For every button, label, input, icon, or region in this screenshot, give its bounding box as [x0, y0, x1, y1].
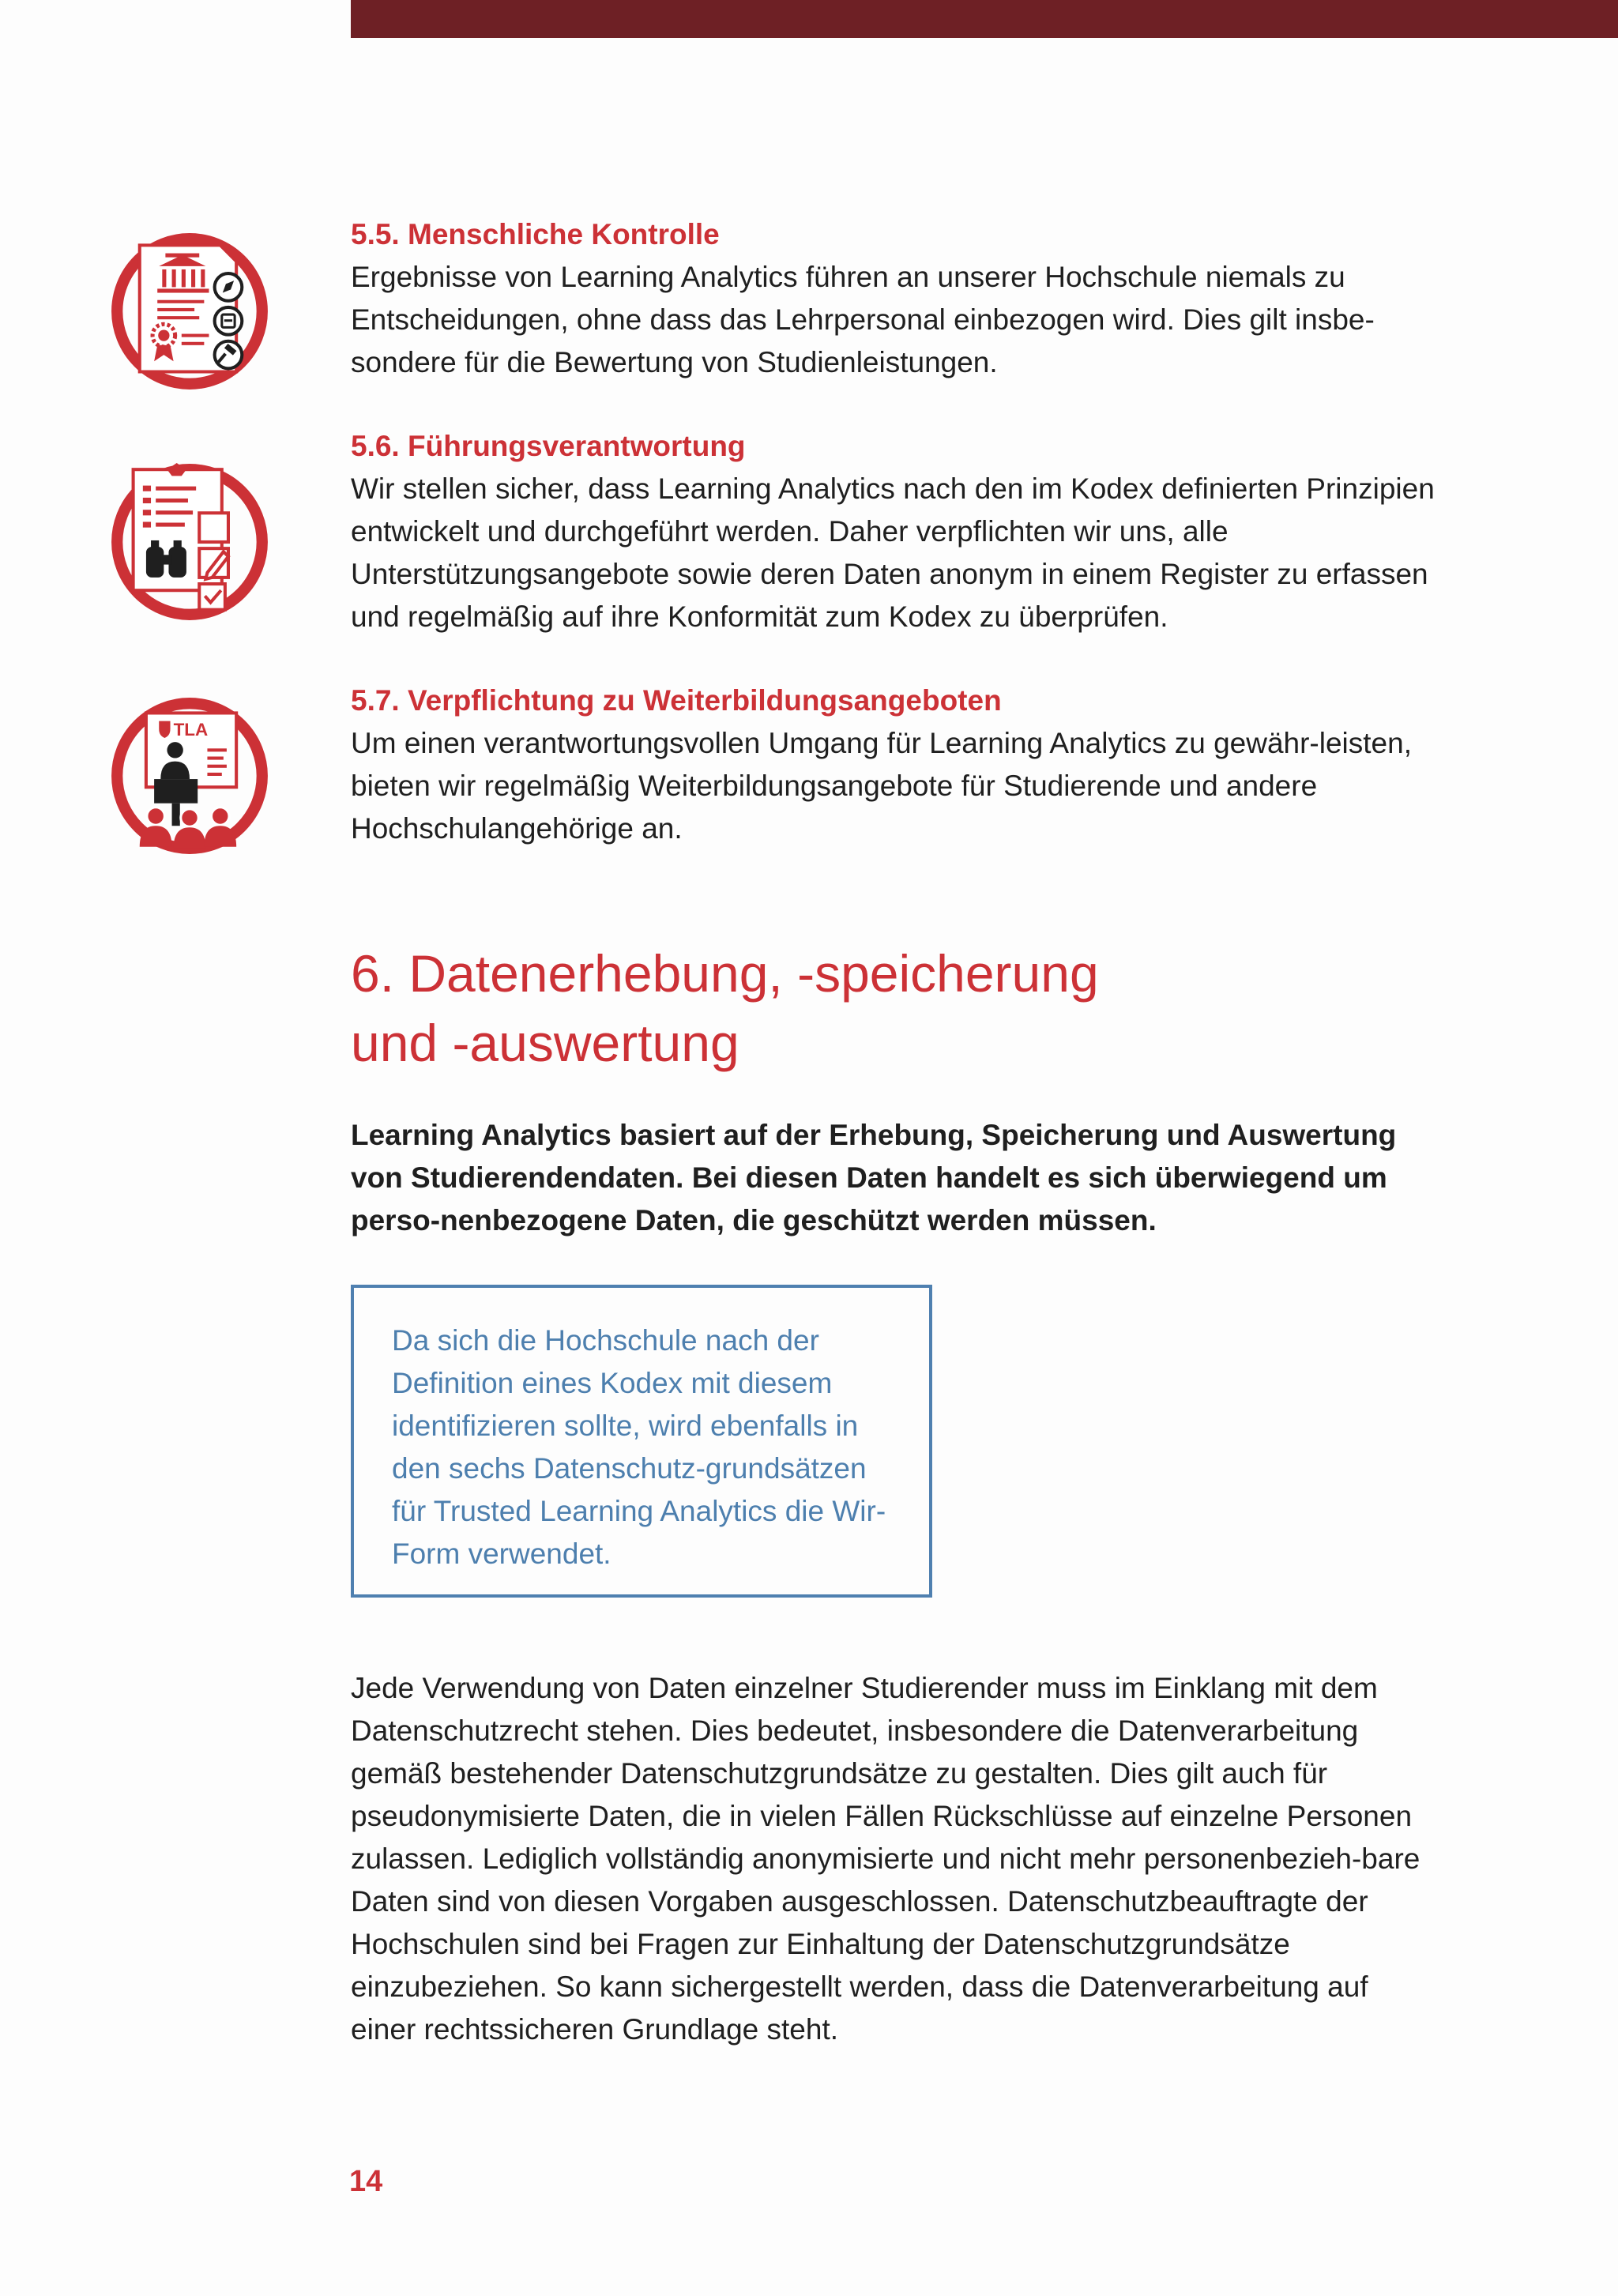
chapter-title: [351, 939, 1099, 1078]
section-body: Um einen verantwortungsvollen Umgang für Learning Analytics zu gewähr-leisten, bieten wir regelmäßig Weiterbildungsangebote für Studierende und andere Hochschulangehörige an.: [351, 727, 1412, 845]
section-5-5: [351, 213, 1441, 384]
page-number: 14: [349, 2165, 383, 2198]
section-heading: 5.5. Menschliche Kontrolle: [351, 218, 720, 250]
body-paragraph: Jede Verwendung von Daten einzelner Studierender muss im Einklang mit dem Datenschutzrecht stehen. Dies bedeutet, insbesondere die Datenverarbeitung gemäß bestehender Datenschutzgrundsätze zu gestalten. Dies gilt auch für pseudonymisierte Daten, die in vielen Fällen Rückschlüsse auf einzelne Personen zulassen. Lediglich vollständig anonymisierte und nicht mehr personenbezieh-bare Daten sind von diesen Vorgaben ausgeschlossen. Datenschutzbeauftragte der Hochschulen sind bei Fragen zur Einhaltung der Datenschutzgrundsätze einzubeziehen. So kann sichergestellt werden, dass die Datenverarbeitung auf einer rechtssicheren Grundlage steht.: [351, 1672, 1420, 2046]
chapter-title-line-1: 6. Datenerhebung, -speicherung: [351, 944, 1099, 1003]
section-heading: 5.6. Führungsverantwortung: [351, 430, 746, 462]
intro-paragraph: Learning Analytics basiert auf der Erhebung, Speicherung und Auswertung von Studierendendaten. Bei diesen Daten handelt es sich überwiegend um perso-nenbezogene Daten, die geschützt werden müssen.: [351, 1119, 1397, 1236]
note-text: Da sich die Hochschule nach der Definition eines Kodex mit diesem identifizieren sollte, wird ebenfalls in den sechs Datenschutz-grundsätzen für Trusted Learning Analytics die Wir-Form verwendet.: [392, 1324, 886, 1570]
section-body: Wir stellen sicher, dass Learning Analytics nach den im Kodex definierten Prinzipien entwickelt und durchgeführt werden. Daher verpflichten wir uns, alle Unterstützungsangebote sowie deren Daten anonym in einem Register zu erfassen und regelmäßig auf ihre Konformität zum Kodex zu überprüfen.: [351, 472, 1435, 633]
tla-training-presentation-icon: [109, 695, 270, 856]
section-body: Ergebnisse von Learning Analytics führen an unserer Hochschule niemals zu Entscheidungen, ohne dass das Lehrpersonal einbezogen wird. Dies gilt insbe-sondere für die Bewertung von Studienleistungen.: [351, 261, 1375, 378]
chapter-title-line-2: und -auswertung: [351, 1014, 739, 1072]
top-accent-bar: [351, 0, 1618, 38]
section-heading: 5.7. Verpflichtung zu Weiterbildungsangeboten: [351, 684, 1002, 717]
note-box: [351, 1285, 932, 1598]
tla-icon-label: TLA: [173, 720, 209, 740]
governance-document-icon: [109, 231, 270, 392]
clipboard-checklist-icon: [109, 461, 270, 623]
section-5-6: [351, 425, 1441, 638]
section-5-7: [351, 679, 1441, 850]
